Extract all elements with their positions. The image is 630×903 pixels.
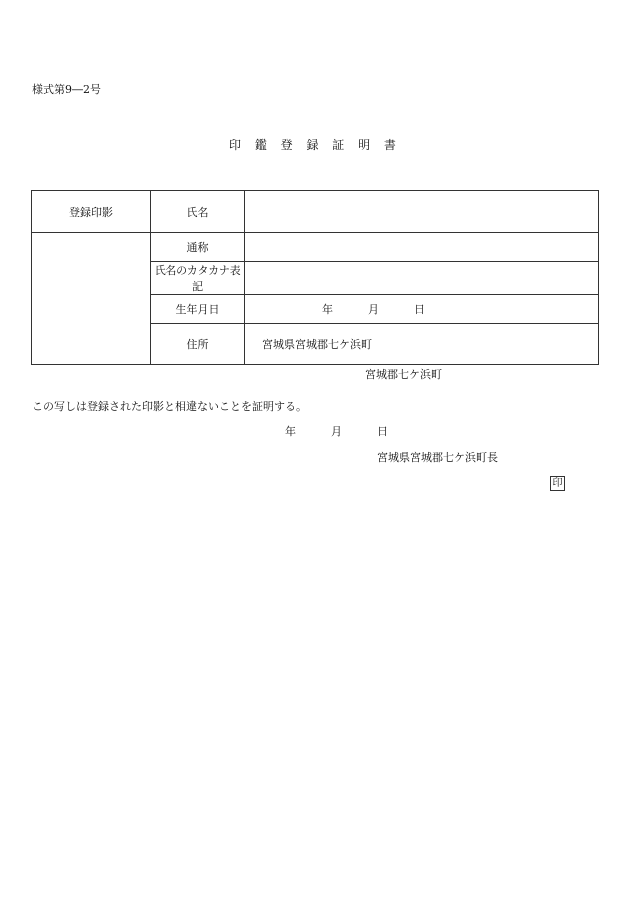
name-label: 氏名 <box>151 191 245 233</box>
name-value <box>245 191 599 233</box>
address-label: 住所 <box>151 324 245 365</box>
registration-table <box>31 190 599 365</box>
alias-value <box>245 233 599 262</box>
birthdate-label: 生年月日 <box>151 295 245 324</box>
birth-month-label: 月 <box>368 303 379 316</box>
document-title: 印 鑑 登 録 証 明 書 <box>229 138 401 152</box>
alias-label: 通称 <box>151 233 245 262</box>
seal-impression-box <box>32 233 151 365</box>
birthdate-value <box>245 295 599 324</box>
town-name: 宮城郡七ケ浜町 <box>365 368 442 381</box>
katakana-value <box>245 262 599 295</box>
form-number: 様式第9―2号 <box>32 83 101 96</box>
issue-date <box>285 423 388 439</box>
table-row-alias <box>32 233 599 262</box>
issue-year-label: 年 <box>285 425 296 438</box>
birth-day-label: 日 <box>414 303 425 316</box>
address-value: 宮城県宮城郡七ケ浜町 <box>245 324 599 365</box>
issue-day-label: 日 <box>377 425 388 438</box>
issue-month-label: 月 <box>331 425 342 438</box>
katakana-label: 氏名のカタカナ表記 <box>151 262 245 295</box>
seal-mark: 印 <box>550 476 565 491</box>
mayor-title: 宮城県宮城郡七ケ浜町長 <box>377 451 498 464</box>
birth-year-label: 年 <box>322 303 333 316</box>
certification-text: この写しは登録された印影と相違ないことを証明する。 <box>32 400 307 413</box>
table-row-name <box>32 191 599 233</box>
seal-impression-label: 登録印影 <box>32 191 151 233</box>
